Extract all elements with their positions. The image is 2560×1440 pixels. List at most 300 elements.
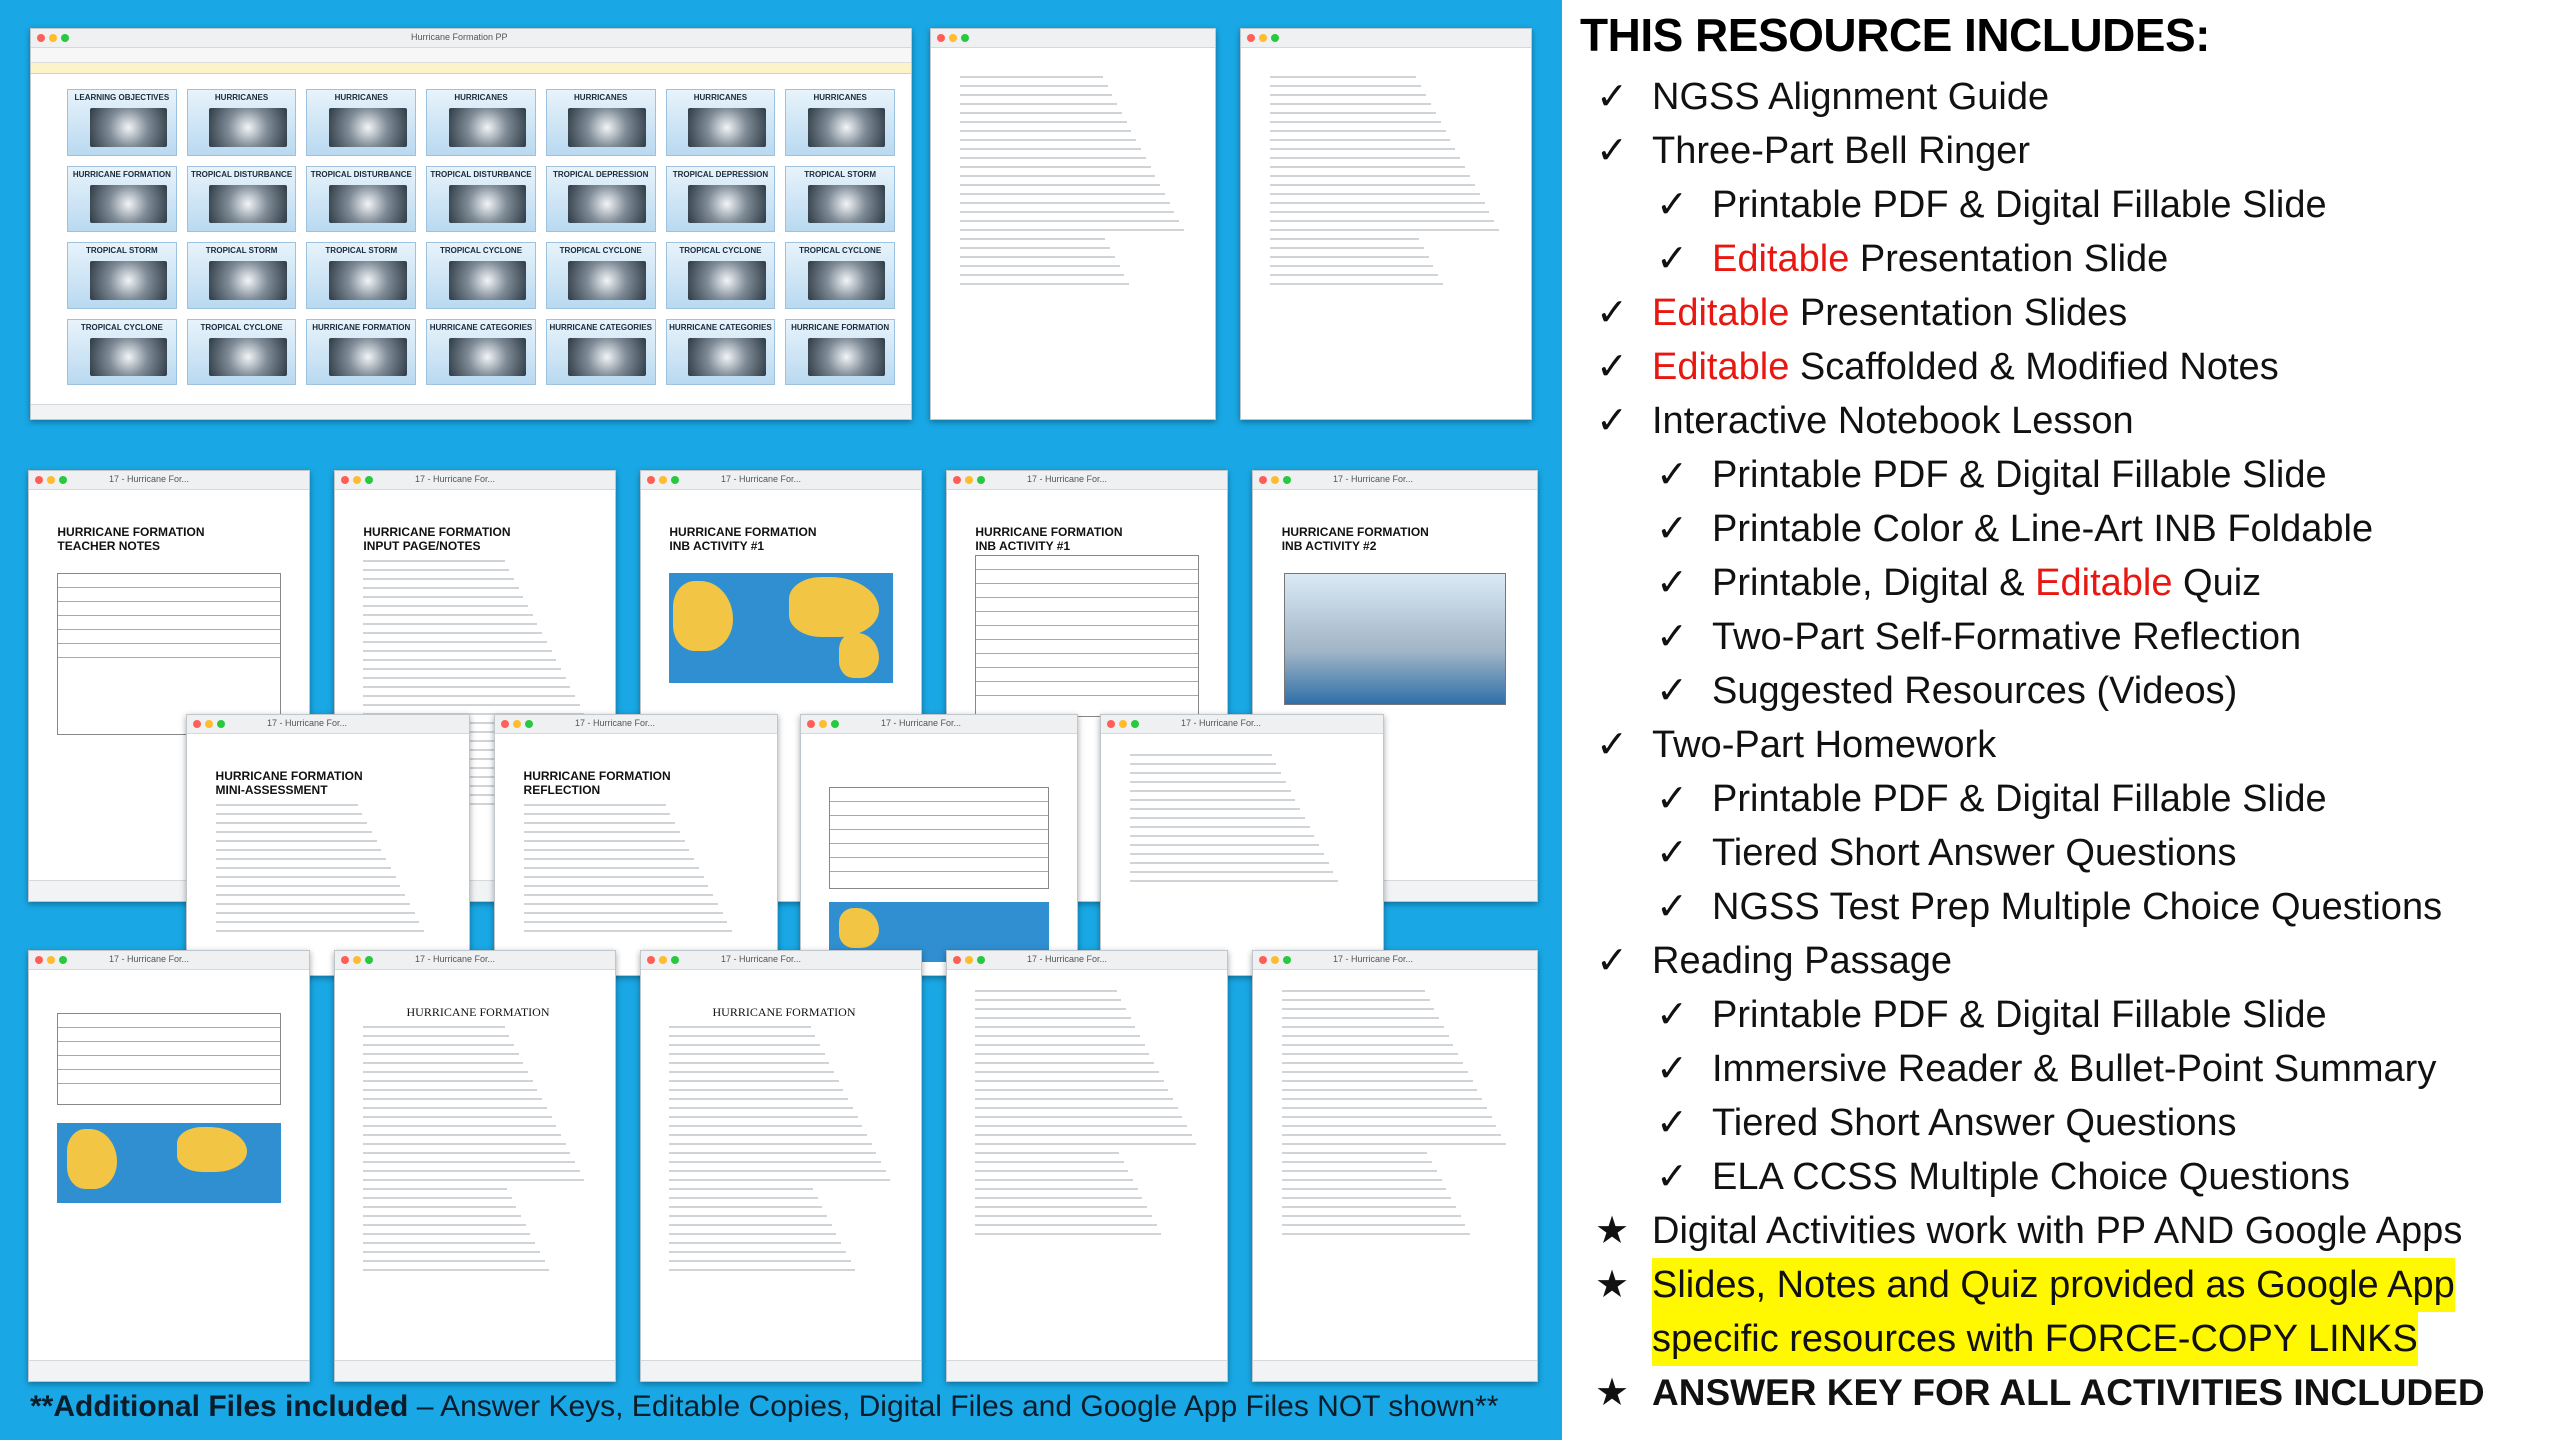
text-line [524, 822, 676, 824]
close-dot-icon[interactable] [807, 720, 815, 728]
slide-image [688, 108, 766, 147]
minimize-dot-icon[interactable] [965, 956, 973, 964]
slide-image [808, 185, 886, 224]
slide-title: HURRICANES [334, 93, 388, 102]
slide-title: TROPICAL STORM [205, 246, 278, 255]
minimize-dot-icon[interactable] [1271, 956, 1279, 964]
text-line [524, 894, 714, 896]
slide-title: TROPICAL CYCLONE [679, 246, 762, 255]
maximize-dot-icon[interactable] [977, 956, 985, 964]
standards-table [57, 573, 280, 735]
text-line [1270, 265, 1433, 267]
text-line [363, 1026, 504, 1028]
minimize-dot-icon[interactable] [353, 476, 361, 484]
text-line [975, 1080, 1163, 1082]
include-item-text [1652, 124, 2030, 178]
text-line [975, 1062, 1154, 1064]
text-line [975, 1107, 1177, 1109]
text-line [975, 1017, 1130, 1019]
reading-passage-window [334, 950, 616, 1382]
maximize-dot-icon[interactable] [59, 476, 67, 484]
slide-thumbnail[interactable] [187, 89, 297, 156]
maximize-dot-icon[interactable] [831, 720, 839, 728]
item-label: Two-Part Self-Formative Reflection [1712, 616, 2302, 658]
slide-thumbnail[interactable] [666, 319, 776, 386]
slide-thumbnail[interactable] [67, 166, 177, 233]
close-dot-icon[interactable] [193, 720, 201, 728]
text-line [216, 849, 382, 851]
slide-thumbnail[interactable] [546, 242, 656, 309]
item-label: Quiz [2172, 562, 2262, 604]
text-line [960, 229, 1184, 231]
doc-heading: HURRICANE FORMATION INB ACTIVITY #2 [1281, 525, 1429, 553]
world-map-image [669, 573, 892, 683]
item-label: Suggested Resources (Videos) [1712, 670, 2238, 712]
text-line [1270, 157, 1460, 159]
document-page [210, 747, 447, 975]
close-dot-icon[interactable] [1259, 476, 1267, 484]
item-label: Tiered Short Answer Questions [1712, 1102, 2237, 1144]
text-line [363, 1161, 575, 1163]
slide-title: TROPICAL CYCLONE [200, 322, 283, 332]
item-label: Immersive Reader & Bullet-Point Summary [1712, 1048, 2437, 1090]
close-dot-icon[interactable] [953, 956, 961, 964]
text-line [524, 903, 718, 905]
text-line [1270, 175, 1470, 177]
text-line [669, 1161, 881, 1163]
text-line [363, 704, 579, 706]
text-line [1282, 1089, 1478, 1091]
doc-heading: HURRICANE FORMATION REFLECTION [523, 769, 671, 797]
minimize-dot-icon[interactable] [659, 956, 667, 964]
text-line [216, 867, 391, 869]
checkmark-icon: ✓ [1656, 994, 1688, 1036]
maximize-dot-icon[interactable] [59, 956, 67, 964]
world-map-image [57, 1123, 280, 1203]
window-titlebar [947, 471, 1227, 490]
text-line [363, 605, 528, 607]
slide-thumbnail[interactable] [426, 166, 536, 233]
slide-thumbnail[interactable] [546, 319, 656, 386]
include-item-text [1712, 664, 2237, 718]
text-line [1282, 1008, 1435, 1010]
close-dot-icon[interactable] [1107, 720, 1115, 728]
slide-title: TROPICAL DISTURBANCE [190, 169, 293, 179]
text-line [975, 1044, 1144, 1046]
include-item-text [1652, 1258, 2455, 1312]
include-item-text [1652, 934, 1952, 988]
text-line [524, 885, 709, 887]
text-line [1130, 817, 1305, 819]
slide-thumbnail[interactable] [785, 166, 895, 233]
text-line [1270, 247, 1423, 249]
text-line [975, 1188, 1137, 1190]
text-line [363, 1152, 570, 1154]
document-page [1124, 747, 1361, 975]
text-line [363, 1215, 521, 1217]
text-line [960, 265, 1120, 267]
text-line [975, 1179, 1133, 1181]
text-line [975, 1143, 1196, 1145]
text-line [960, 193, 1165, 195]
slide-thumbnail[interactable] [426, 319, 536, 386]
text-line [363, 614, 532, 616]
text-line [363, 1188, 506, 1190]
text-line [975, 1035, 1140, 1037]
definitions-table [57, 1013, 280, 1105]
include-item-text [1652, 394, 2134, 448]
text-line [1270, 94, 1426, 96]
word-window-2 [1240, 28, 1532, 420]
text-line [669, 1215, 827, 1217]
window-titlebar [641, 471, 921, 490]
close-dot-icon[interactable] [341, 956, 349, 964]
slide-thumbnail[interactable] [306, 319, 416, 386]
slide-title: TROPICAL STORM [325, 246, 398, 255]
minimize-dot-icon[interactable] [819, 720, 827, 728]
minimize-dot-icon[interactable] [659, 476, 667, 484]
maximize-dot-icon[interactable] [961, 34, 969, 42]
text-line [1270, 283, 1443, 285]
item-label: Slides, Notes and Quiz provided as Google App [1652, 1264, 2455, 1306]
minimize-dot-icon[interactable] [949, 34, 957, 42]
close-dot-icon[interactable] [1259, 956, 1267, 964]
slide-title: HURRICANE CATEGORIES [669, 322, 772, 332]
text-line [1130, 790, 1291, 792]
include-item-text [1652, 1312, 2418, 1366]
text-line [1130, 862, 1329, 864]
text-line [960, 103, 1117, 105]
window-titlebar [1101, 715, 1383, 734]
text-line [524, 912, 723, 914]
slide-image [449, 261, 527, 300]
text-line [363, 1098, 542, 1100]
text-line [1130, 799, 1296, 801]
slide-title: TROPICAL CYCLONE [439, 246, 523, 255]
ribbon [31, 48, 911, 63]
text-line [669, 1071, 834, 1073]
window-titlebar [801, 715, 1077, 734]
minimize-dot-icon[interactable] [49, 34, 57, 42]
slide-title: TROPICAL STORM [804, 169, 876, 179]
maximize-dot-icon[interactable] [365, 956, 373, 964]
checkmark-icon: ✓ [1656, 778, 1688, 820]
text-line [216, 903, 410, 905]
text-line [960, 220, 1179, 222]
text-line [363, 1242, 535, 1244]
slide-thumbnail[interactable] [306, 166, 416, 233]
document-page [51, 983, 286, 1353]
includes-panel [1562, 0, 2560, 1440]
slide-thumbnail[interactable] [666, 242, 776, 309]
slide-thumbnail[interactable] [546, 89, 656, 156]
text-line [1282, 1017, 1439, 1019]
text-line [669, 1224, 831, 1226]
window-title: 17 - Hurricane For... [267, 718, 348, 728]
short-answer-window [946, 950, 1228, 1382]
slide-sorter-grid [67, 89, 895, 385]
include-item-text [1652, 340, 2279, 394]
text-line [975, 1026, 1135, 1028]
maximize-dot-icon[interactable] [1283, 956, 1291, 964]
text-line [1282, 1143, 1506, 1145]
checkmark-icon: ✓ [1656, 238, 1688, 280]
slide-title: HURRICANE FORMATION [312, 322, 411, 332]
homework-table [829, 787, 1049, 889]
slide-image [329, 185, 407, 224]
text-line [960, 130, 1132, 132]
doc-heading: HURRICANE FORMATION [406, 1005, 550, 1019]
text-line [216, 894, 406, 896]
checkmark-icon: ✓ [1596, 292, 1628, 334]
item-label: Two-Part Homework [1652, 724, 1997, 766]
text-line [975, 1116, 1182, 1118]
slide-title: HURRICANE CATEGORIES [429, 322, 533, 332]
include-item-text [1652, 718, 1996, 772]
text-line [216, 921, 420, 923]
minimize-dot-icon[interactable] [353, 956, 361, 964]
text-line [960, 121, 1127, 123]
window-title: 17 - Hurricane For... [721, 954, 802, 964]
minimize-dot-icon[interactable] [1259, 34, 1267, 42]
item-label: NGSS Test Prep Multiple Choice Questions [1712, 886, 2443, 928]
slide-thumbnail[interactable] [785, 319, 895, 386]
slide-title: HURRICANES [693, 93, 748, 102]
slide-image [808, 261, 886, 300]
text-line [1130, 871, 1334, 873]
text-line [975, 1071, 1158, 1073]
slide-thumbnail[interactable] [67, 242, 177, 309]
close-dot-icon[interactable] [341, 476, 349, 484]
slide-thumbnail[interactable] [785, 89, 895, 156]
text-line [524, 813, 671, 815]
window-title: 17 - Hurricane For... [1027, 474, 1108, 484]
text-line [669, 1134, 867, 1136]
include-item-text [1652, 1204, 2462, 1258]
window-title: 17 - Hurricane For... [109, 954, 190, 964]
slide-title: HURRICANE FORMATION [72, 169, 171, 179]
slide-thumbnail[interactable] [187, 319, 297, 386]
slide-image [90, 338, 168, 377]
minimize-dot-icon[interactable] [1119, 720, 1127, 728]
text-line [669, 1089, 843, 1091]
slide-image [688, 261, 766, 300]
text-line [1270, 193, 1480, 195]
text-line [960, 283, 1129, 285]
slide-thumbnail[interactable] [546, 166, 656, 233]
checkmark-icon: ✓ [1656, 1156, 1688, 1198]
text-line [1282, 1071, 1468, 1073]
checkmark-icon: ✓ [1656, 832, 1688, 874]
text-line [363, 596, 523, 598]
text-line [363, 1053, 518, 1055]
text-line [363, 1035, 509, 1037]
text-line [669, 1116, 857, 1118]
maximize-dot-icon[interactable] [365, 476, 373, 484]
maximize-dot-icon[interactable] [977, 476, 985, 484]
window-titlebar [1253, 471, 1537, 490]
text-line [363, 587, 518, 589]
text-line [960, 202, 1170, 204]
slide-thumbnail[interactable] [67, 319, 177, 386]
slide-image [568, 261, 646, 300]
star-icon: ★ [1594, 1210, 1630, 1252]
item-label: Printable PDF & Digital Fillable Slide [1712, 778, 2327, 820]
homework-map-window [28, 950, 310, 1382]
security-warning-bar [31, 63, 911, 74]
text-line [669, 1062, 829, 1064]
slide-thumbnail[interactable] [67, 89, 177, 156]
close-dot-icon[interactable] [37, 34, 45, 42]
text-line [524, 858, 695, 860]
text-line [975, 1215, 1151, 1217]
powerpoint-window [30, 28, 912, 420]
close-dot-icon[interactable] [647, 956, 655, 964]
slide-thumbnail[interactable] [785, 242, 895, 309]
slide-thumbnail[interactable] [426, 242, 536, 309]
note-rest: – Answer Keys, Editable Copies, Digital Files and Google App Files NOT shown** [408, 1390, 1499, 1423]
doc-heading: HURRICANE FORMATION [712, 1005, 856, 1019]
text-line [975, 1089, 1168, 1091]
text-line [960, 148, 1141, 150]
maximize-dot-icon[interactable] [525, 720, 533, 728]
text-line [960, 85, 1108, 87]
text-line [669, 1107, 852, 1109]
editable-highlight: Editable [1652, 292, 1790, 334]
close-dot-icon[interactable] [953, 476, 961, 484]
text-line [1130, 826, 1310, 828]
include-item-text [1652, 1366, 2485, 1420]
checkmark-icon: ✓ [1656, 508, 1688, 550]
slide-image [209, 108, 287, 147]
text-line [1270, 184, 1475, 186]
text-line [1282, 999, 1430, 1001]
text-line [669, 1233, 836, 1235]
minimize-dot-icon[interactable] [205, 720, 213, 728]
slide-image [449, 185, 527, 224]
text-line [363, 1143, 565, 1145]
slide-image [209, 185, 287, 224]
text-line [975, 1206, 1147, 1208]
slide-thumbnail[interactable] [666, 89, 776, 156]
reflection-window [494, 714, 778, 976]
text-line [216, 822, 368, 824]
maximize-dot-icon[interactable] [1271, 34, 1279, 42]
text-line [1282, 1062, 1463, 1064]
slide-image [688, 185, 766, 224]
slide-image [329, 108, 407, 147]
text-line [524, 921, 728, 923]
window-titlebar [335, 951, 615, 970]
text-line [363, 659, 556, 661]
maximize-dot-icon[interactable] [1131, 720, 1139, 728]
slide-title: HURRICANE CATEGORIES [549, 322, 652, 332]
text-line [1282, 1224, 1466, 1226]
close-dot-icon[interactable] [501, 720, 509, 728]
text-line [669, 1197, 817, 1199]
text-line [960, 139, 1137, 141]
window-titlebar [495, 715, 777, 734]
item-label: Three-Part Bell Ringer [1652, 130, 2031, 172]
text-line [1282, 1152, 1428, 1154]
text-line [975, 1233, 1161, 1235]
checkmark-icon: ✓ [1596, 400, 1628, 442]
text-line [524, 867, 699, 869]
text-line [1130, 772, 1282, 774]
maximize-dot-icon[interactable] [61, 34, 69, 42]
text-line [1270, 274, 1438, 276]
minimize-dot-icon[interactable] [965, 476, 973, 484]
slide-thumbnail[interactable] [187, 242, 297, 309]
item-prefix: Printable, Digital & [1712, 562, 2036, 604]
slide-thumbnail[interactable] [187, 166, 297, 233]
window-title: Hurricane Formation PP [411, 32, 508, 42]
text-line [669, 1080, 838, 1082]
slide-image [449, 338, 527, 377]
text-line [363, 1125, 556, 1127]
close-dot-icon[interactable] [1247, 34, 1255, 42]
text-line [363, 1089, 537, 1091]
passage-summary-window [640, 950, 922, 1382]
text-line [1282, 1170, 1437, 1172]
text-line [669, 1251, 845, 1253]
slide-image [329, 338, 407, 377]
text-line [363, 677, 565, 679]
text-line [1270, 130, 1445, 132]
include-item-text [1712, 556, 2261, 610]
include-item-text [1712, 1150, 2350, 1204]
window-title: 17 - Hurricane For... [1027, 954, 1108, 964]
text-line [216, 858, 387, 860]
text-line [363, 623, 537, 625]
minimize-dot-icon[interactable] [1271, 476, 1279, 484]
maximize-dot-icon[interactable] [217, 720, 225, 728]
text-line [1282, 1080, 1473, 1082]
note-bold: **Additional Files included [30, 1390, 409, 1423]
text-line [975, 1053, 1149, 1055]
slide-title: HURRICANES [454, 93, 508, 102]
maximize-dot-icon[interactable] [671, 956, 679, 964]
close-dot-icon[interactable] [647, 476, 655, 484]
close-dot-icon[interactable] [35, 956, 43, 964]
slide-image [449, 108, 527, 147]
include-item-text [1712, 880, 2442, 934]
window-title: 17 - Hurricane For... [109, 474, 190, 484]
text-line [960, 76, 1103, 78]
text-line [1270, 121, 1441, 123]
checkmark-icon: ✓ [1596, 724, 1628, 766]
close-dot-icon[interactable] [35, 476, 43, 484]
slide-thumbnail[interactable] [306, 89, 416, 156]
minimize-dot-icon[interactable] [513, 720, 521, 728]
close-dot-icon[interactable] [937, 34, 945, 42]
slide-image [90, 261, 168, 300]
slide-title: HURRICANES [574, 93, 628, 102]
text-line [363, 1224, 525, 1226]
maximize-dot-icon[interactable] [671, 476, 679, 484]
text-line [1282, 1035, 1449, 1037]
slide-image [90, 185, 168, 224]
slide-thumbnail[interactable] [426, 89, 536, 156]
minimize-dot-icon[interactable] [47, 956, 55, 964]
maximize-dot-icon[interactable] [1283, 476, 1291, 484]
text-line [1282, 1098, 1482, 1100]
slide-title: HURRICANES [813, 93, 867, 102]
slide-thumbnail[interactable] [666, 166, 776, 233]
minimize-dot-icon[interactable] [47, 476, 55, 484]
slide-thumbnail[interactable] [306, 242, 416, 309]
checkmark-icon: ✓ [1656, 616, 1688, 658]
